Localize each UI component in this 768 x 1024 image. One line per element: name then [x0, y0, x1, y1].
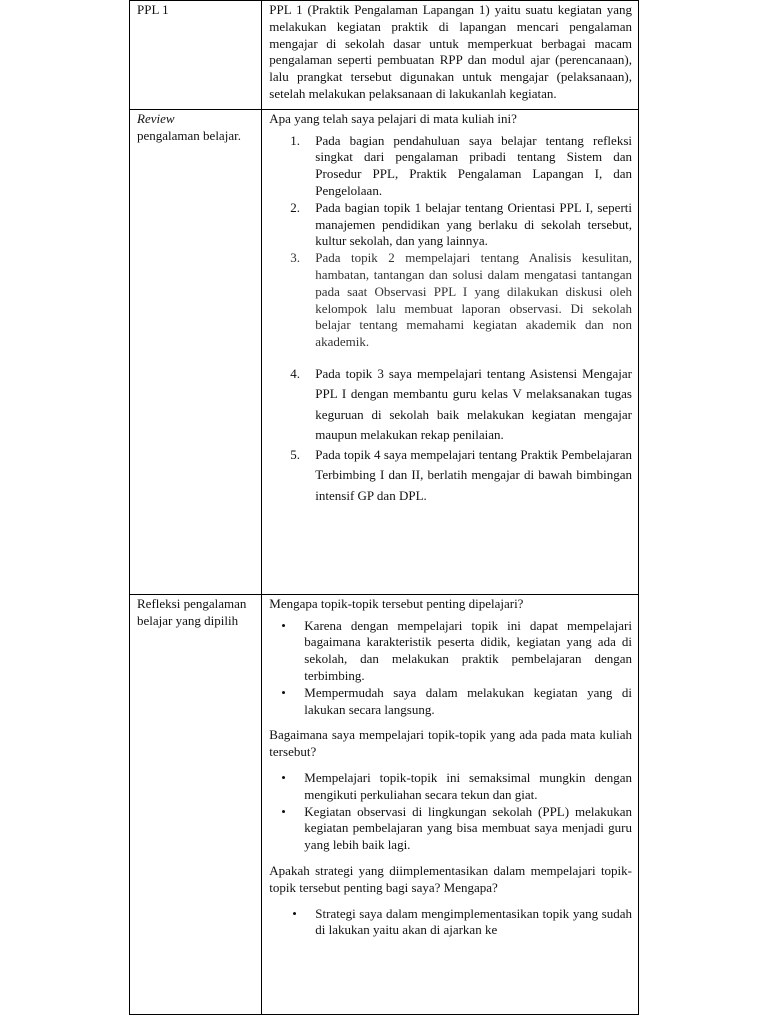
row-content-review [262, 109, 639, 594]
numbered-list [269, 133, 632, 506]
ppl-description: PPL 1 (Praktik Pengalaman Lapangan 1) yaitu suatu kegiatan yang melakukan kegiatan praktik di lapangan mencari pengalaman mengajar di sekolah dasar untuk memperkuat berbagai macam pengalaman seperti pembuatan RPP dan modul ajar (perencanaan), lalu prangkat tersebut digunakan untuk mengajar (pelaksanaan), setelah melakukan pelaksanaan di lakukanlah kegiatan. [269, 2, 632, 101]
reflection-table [129, 0, 639, 1015]
list-item: • Kegiatan observasi di lingkungan sekolah (PPL) melakukan kegiatan pembelajaran yang bisa membuat saya menjadi guru yang lebih baik lagi. [281, 803, 632, 853]
list-item: 4. Pada topik 3 saya mempelajari tentang Asistensi Mengajar PPL I dengan membantu guru kelas V melaksanakan tugas keguruan di sekolah baik melakukan kegiatan mengajar maupun melakukan rekap penilaian. [290, 365, 632, 442]
question-text: Mengapa topik-topik tersebut penting dipelajari? [269, 595, 524, 611]
list-item: 2. Pada bagian topik 1 belajar tentang Orientasi PPL I, seperti manajemen pendidikan yang berlaku di sekolah tersebut, kultur sekolah, dan yang lainnya. [290, 199, 632, 249]
list-item: 1. Pada bagian pendahuluan saya belajar tentang refleksi singkat dari pengalaman pribadi tentang Sistem dan Prosedur PPL, Praktik Pengalaman Lapangan I, dan Pengelolaan. [290, 132, 632, 198]
list-item: • Mempermudah saya dalam melakukan kegiatan yang di lakukan secara langsung. [281, 684, 632, 717]
table-row [130, 109, 639, 594]
bullet-list [269, 618, 632, 719]
bullet-list [269, 906, 632, 940]
question-text: Bagaimana saya mempelajari topik-topik yang ada pada mata kuliah tersebut? [269, 727, 632, 760]
row-label-review [130, 109, 262, 594]
table-row [130, 1, 639, 110]
question-text: Apakah strategi yang diimplementasikan dalam mempelajari topik-topik tersebut penting bagi saya? Mengapa? [269, 862, 632, 895]
row-content-ppl [262, 1, 639, 110]
label-rest: pengalaman belajar. [137, 127, 241, 143]
label-text: PPL 1 [137, 2, 169, 17]
label-italic: Review [137, 110, 175, 126]
list-item: • Mempelajari topik-topik ini semaksimal mungkin dengan mengikuti perkuliahan secara tekun dan giat. [281, 769, 632, 802]
bullet-list [269, 770, 632, 854]
table-row [130, 594, 639, 1014]
label-text: Refleksi pengalaman belajar yang dipilih [137, 595, 247, 628]
row-label-ppl [130, 1, 262, 110]
row-content-refleksi [262, 594, 639, 1014]
list-item: • Strategi saya dalam mengimplementasikan topik yang sudah di lakukan yaitu akan di ajarkan ke [292, 905, 632, 938]
list-item: 5. Pada topik 4 saya mempelajari tentang Praktik Pembelajaran Terbimbing I dan II, berlatih mengajar di bawah bimbingan intensif GP dan DPL. [290, 447, 632, 503]
list-item: 3. Pada topik 2 mempelajari tentang Analisis kesulitan, hambatan, tantangan dan solusi dalam mengatasi tantangan pada saat Observasi PPL I yang dilakukan diskusi oleh kelompok lalu membuat laporan observasi. Di sekolah belajar tentang memahami kegiatan akademik dan non akademik. [290, 250, 632, 350]
list-item: • Karena dengan mempelajari topik ini dapat mempelajari bagaimana karakteristik peserta didik, kegiatan yang ada di sekolah, dan melakukan praktik pembelajaran dengan terbimbing. [281, 617, 632, 683]
question-text: Apa yang telah saya pelajari di mata kuliah ini? [269, 110, 517, 126]
row-label-refleksi [130, 594, 262, 1014]
